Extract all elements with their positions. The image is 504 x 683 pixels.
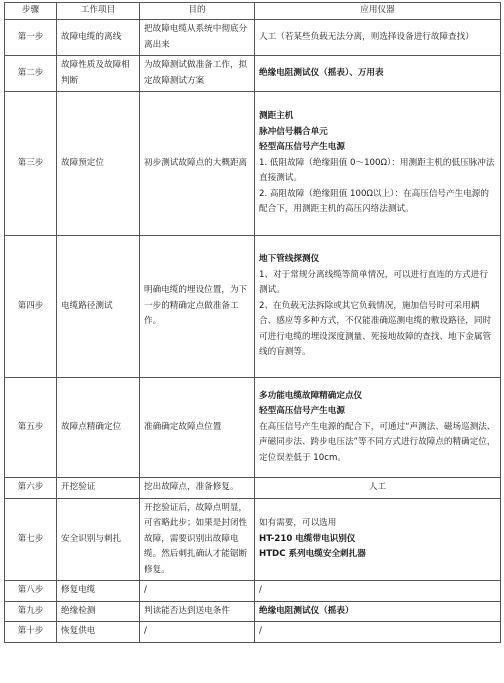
step-cell: 第七步 <box>5 498 57 581</box>
instrument-note: 1. 低阻故障（绝缘阻值 0～100Ω）：用测距主机的低压脉冲法直接测试。 <box>259 157 495 184</box>
step-cell: 第十步 <box>5 622 57 643</box>
work-item-cell: 故障性质及故障相判断 <box>57 56 140 92</box>
instrument-note: / <box>259 585 262 595</box>
instrument-cell <box>255 378 501 478</box>
instrument-note: 2. 高阻故障（绝缘阻值 100Ω以上）：在高压信号产生电源的配合下，用测距主机的高压闪络法测试。 <box>259 188 489 215</box>
work-item-cell: 故障电缆的离线 <box>57 20 140 56</box>
purpose-cell: 挖出故障点，准备修复。 <box>140 478 255 499</box>
step-cell: 第九步 <box>5 601 57 622</box>
table-row <box>5 498 501 581</box>
table-row <box>5 601 501 622</box>
step-cell: 第二步 <box>5 56 57 92</box>
purpose-cell: 开挖验证后，故障点明显，可省略此步；如果是封闭性故障，需要识别出故障电缆。然后刺扎确认才能锯断修复。 <box>140 498 255 581</box>
work-item-cell: 故障点精确定位 <box>57 378 140 478</box>
instrument-cell <box>255 20 501 56</box>
instrument-note: / <box>259 626 262 636</box>
instrument-cell <box>255 601 501 622</box>
instrument-cell <box>255 622 501 643</box>
table-row <box>5 20 501 56</box>
instrument-cell <box>255 56 501 92</box>
work-item-cell: 绝缘检测 <box>57 601 140 622</box>
purpose-cell: 准确确定故障点位置 <box>140 378 255 478</box>
instrument-cell <box>255 498 501 581</box>
step-cell: 第八步 <box>5 581 57 602</box>
work-item-cell: 开挖验证 <box>57 478 140 499</box>
instrument-note: 1、对于常规分离线缆等简单情况，可以进行直连的方式进行测试。 <box>259 269 488 296</box>
instrument-note: 在高压信号产生电源的配合下，可通过“声测法、磁场巡测法、声磁同步法、跨步电压法”等不同方式进行故障点的精确定位，定位误差低于 10cm。 <box>259 421 496 463</box>
instrument-note: 人工 <box>368 482 387 492</box>
instrument-note: 如有需要，可以选用 <box>259 518 337 528</box>
procedure-table <box>4 2 501 643</box>
header-work-item: 工作项目 <box>57 3 140 20</box>
purpose-cell: 明确电缆的埋设位置，为下一步的精确定点做准备工作。 <box>140 236 255 378</box>
instrument-note: 2、在负载无法拆除或其它负载情况，施加信号时可采用耦合、感应等多种方式，不仅能准确巡测电缆的敷设路径，同时可进行电缆的埋设深度测量、死接地故障的查找、地下金属管线的盲测等。 <box>259 300 492 358</box>
instrument-name: HT-210 电缆带电识别仪 <box>259 533 356 544</box>
table-header-row <box>5 3 501 20</box>
instrument-name: 地下管线探测仪 <box>259 254 320 265</box>
instrument-name: HTDC 系列电缆安全刺扎器 <box>259 549 366 559</box>
header-instrument: 应用仪器 <box>255 3 501 20</box>
purpose-cell: / <box>140 581 255 602</box>
purpose-cell: / <box>140 622 255 643</box>
work-item-cell: 电缆路径测试 <box>57 236 140 378</box>
instrument-name: 绝缘电阻测试仪（摇表）、万用表 <box>259 67 384 78</box>
step-cell: 第五步 <box>5 378 57 478</box>
purpose-cell: 把故障电缆从系统中彻底分离出来 <box>140 20 255 56</box>
purpose-cell: 初步测试故障点的大概距离 <box>140 92 255 236</box>
instrument-note: 人工（若某些负载无法分离，则选择设备进行故障查找） <box>259 31 474 42</box>
table-row <box>5 92 501 236</box>
instrument-cell <box>255 478 501 499</box>
work-item-cell: 故障预定位 <box>57 92 140 236</box>
step-cell: 第六步 <box>5 478 57 499</box>
instrument-cell <box>255 581 501 602</box>
step-cell: 第三步 <box>5 92 57 236</box>
instrument-name: 脉冲信号耦合单元 <box>259 126 328 137</box>
instrument-name: 多功能电缆故障精确定点仪 <box>259 390 363 401</box>
work-item-cell: 恢复供电 <box>57 622 140 643</box>
work-item-cell: 修复电缆 <box>57 581 140 602</box>
table-row <box>5 378 501 478</box>
instrument-name: 绝缘电阻测试仪（摇表） <box>259 605 354 616</box>
instrument-name: 轻型高压信号产生电源 <box>259 406 345 417</box>
instrument-cell <box>255 236 501 378</box>
table-row <box>5 236 501 378</box>
instrument-cell <box>255 92 501 236</box>
header-step: 步骤 <box>5 3 57 20</box>
table-row <box>5 581 501 602</box>
header-purpose: 目的 <box>140 3 255 20</box>
step-cell: 第四步 <box>5 236 57 378</box>
table-row <box>5 56 501 92</box>
work-item-cell: 安全识别与刺扎 <box>57 498 140 581</box>
instrument-name: 测距主机 <box>259 111 294 122</box>
table-row <box>5 622 501 643</box>
table-row <box>5 478 501 499</box>
instrument-name: 轻型高压信号产生电源 <box>259 142 345 153</box>
step-cell: 第一步 <box>5 20 57 56</box>
purpose-cell: 为故障测试做准备工作，拟定故障测试方案 <box>140 56 255 92</box>
purpose-cell: 判读能否达到送电条件 <box>140 601 255 622</box>
